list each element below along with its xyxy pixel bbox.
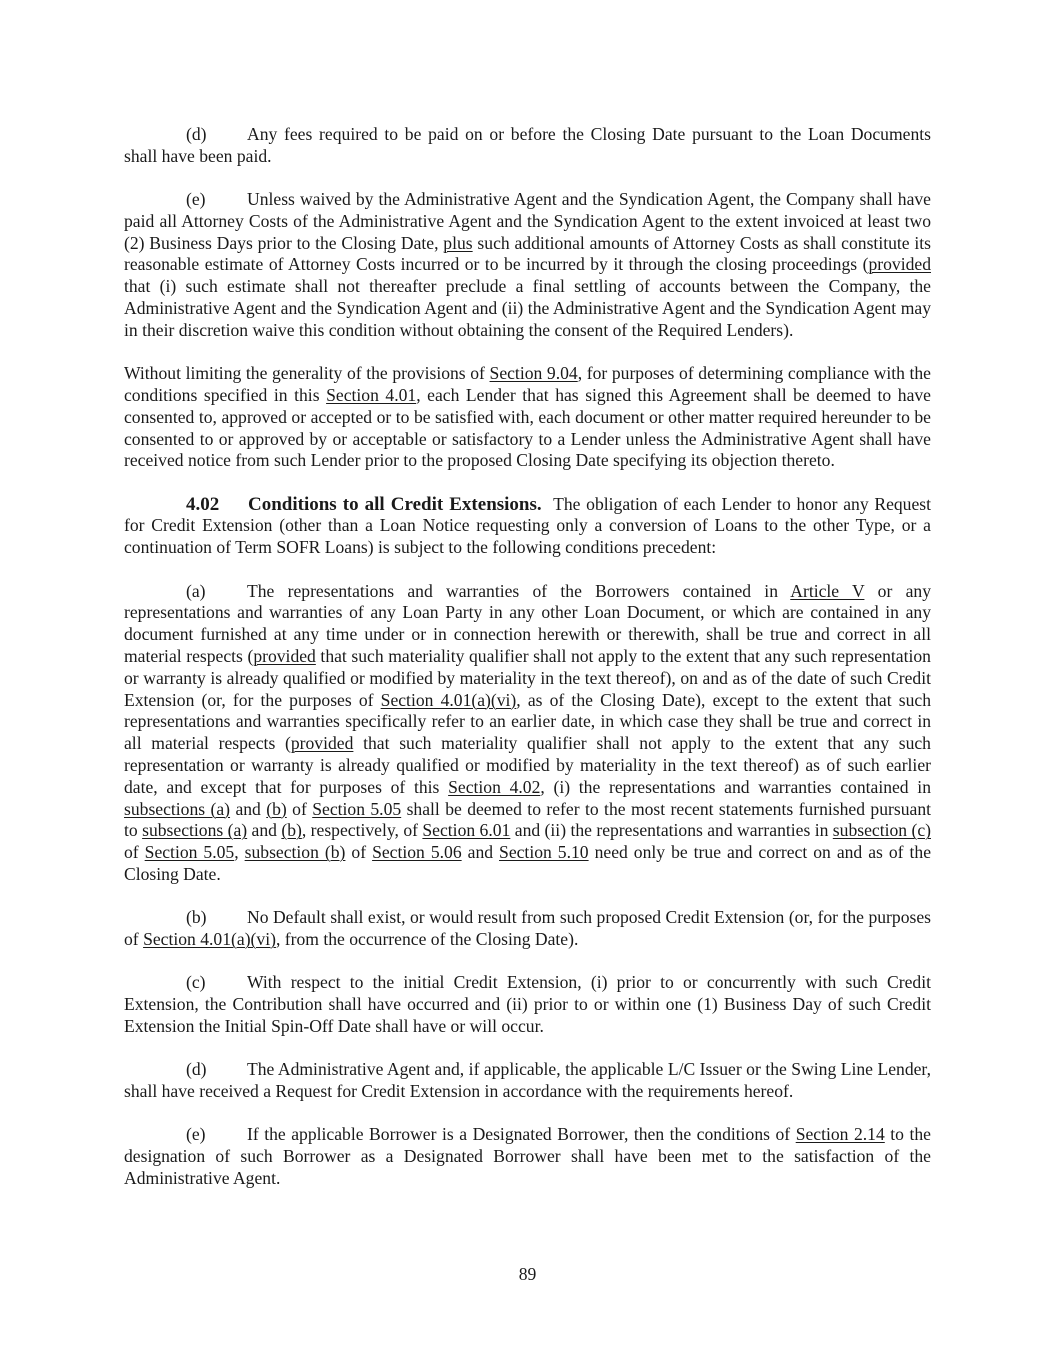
clause-label: (c) bbox=[186, 972, 206, 993]
para-4-02-b: (b) No Default shall exist, or would result from such proposed Credit Extension (or, for the purposes of Section 4.01(a)(vi), from the occurrence of the Closing Date). bbox=[124, 907, 931, 949]
cross-reference: Section 4.01(a)(vi) bbox=[143, 929, 276, 949]
cross-reference: plus bbox=[443, 232, 473, 253]
cross-reference: subsection (c) bbox=[832, 820, 931, 841]
para-4-01-e: (e) Unless waived by the Administrative Agent and the Syndication Agent, the Company shall have paid all Attorney Costs of the Administrative Agent and the Syndication Agent to the extent invoiced at least two (2) Business Days prior to the Closing Date, plus such additional amounts of Attorney Costs as shall constitute its reasonable estimate of Attorney Costs incurred or to be incurred by it through the closing proceedings (provided that (i) such estimate shall not thereafter preclude a final settling of accounts between the Company, the Administrative Agent and the Syndication Agent and (ii) the Administrative Agent and the Syndication Agent may in their discretion waive this condition without obtaining the consent of the Required Lenders). bbox=[124, 189, 932, 340]
cross-reference: Section 2.14 bbox=[795, 1124, 885, 1145]
cross-reference: subsections (a) bbox=[124, 798, 231, 819]
cross-reference: provided bbox=[868, 254, 931, 275]
clause-label: (d) bbox=[186, 124, 207, 144]
cross-reference: (b) bbox=[266, 798, 287, 819]
section-4-02-subparagraphs bbox=[124, 581, 931, 1190]
section-intro: The obligation of each Lender to honor any Request for Credit Extension (other than a Loan Notice requesting only a conversion of Loans to the other Type, or a continuation of Term SOFR Loans) is subject to the following conditions precedent: bbox=[124, 493, 932, 558]
cross-reference: Section 4.01(a)(vi) bbox=[380, 689, 517, 710]
cross-reference: Section 4.01 bbox=[326, 384, 417, 405]
clause-label: (a) bbox=[186, 580, 206, 601]
para-4-02-a: (a) The representations and warranties of the Borrowers contained in Article V or any representations and warranties of any Loan Party in any other Loan Document, or which are contained in any document furnished at any time under or in connection herewith or therewith, shall be true and correct in all material respects (provided that such materiality qualifier shall not apply to the extent that any such representation or warranty is already qualified or modified by materiality in the text thereof), on and as of the date of such Credit Extension (or, for the purposes of Section 4.01(a)(vi), as of the Closing Date), except to the extent that such representations and warranties specifically refer to an earlier date, in which case they shall be true and correct in all material respects (provided that such materiality qualifier shall not apply to the extent that any such representation or warranty is already qualified or modified by materiality in the text thereof) as of such earlier date, and except that for purposes of this Section 4.02, (i) the representations and warranties contained in subsections (a) and (b) of Section 5.05 shall be deemed to refer to the most recent statements furnished pursuant to subsections (a) and (b), respectively, of Section 6.01 and (ii) the representations and warranties in subsection (c) of Section 5.05, subsection (b) of Section 5.06 and Section 5.10 need only be true and correct on and as of the Closing Date. bbox=[124, 580, 932, 884]
cross-reference: Section 5.05 bbox=[144, 842, 235, 863]
cross-reference: Section 5.10 bbox=[499, 842, 589, 863]
cross-reference: Section 9.04 bbox=[489, 363, 578, 384]
cross-reference: (b) bbox=[281, 820, 302, 841]
cross-reference: subsections (a) bbox=[142, 820, 248, 841]
section-title: Conditions to all Credit Extensions. bbox=[248, 493, 542, 515]
cross-reference: subsection (b) bbox=[244, 842, 346, 863]
cross-reference: provided bbox=[290, 733, 354, 754]
para-4-01-closing: Without limiting the generality of the provisions of Section 9.04, for purposes of determining compliance with the conditions specified in this Section 4.01, each Lender that has signed this Agreement shall be deemed to have consented to, approved or accepted or to be satisfied with, each document or other matter required hereunder to be consented to or approved by or acceptable or satisfactory to a Lender unless the Administrative Agent shall have received notice from such Lender prior to the proposed Closing Date specifying its objection thereto. bbox=[124, 363, 931, 471]
document-page bbox=[124, 124, 931, 1211]
para-4-02-e: (e) If the applicable Borrower is a Designated Borrower, then the conditions of Section 2.14 to the designation of such Borrower as a Designated Borrower shall have been met to the satisfaction of the Administrative Agent. bbox=[124, 1124, 931, 1188]
para-4-02-c: (c) With respect to the initial Credit Extension, (i) prior to or concurrently with such Credit Extension, the Contribution shall have occurred and (ii) prior to or within one (1) Business Day of such Credit Extension the Initial Spin-Off Date shall have or will occur. bbox=[124, 972, 931, 1036]
clause-label: (b) bbox=[186, 907, 207, 928]
cross-reference: Section 5.06 bbox=[372, 842, 462, 863]
section-4-02-heading-paragraph bbox=[124, 494, 931, 559]
cross-reference: Section 4.02 bbox=[448, 776, 541, 797]
cross-reference: Section 6.01 bbox=[422, 820, 511, 841]
cross-reference: Article V bbox=[790, 580, 865, 601]
cross-reference: Section 5.05 bbox=[312, 798, 402, 819]
page-number: 89 bbox=[518, 1264, 537, 1284]
clause-label: (e) bbox=[186, 189, 206, 210]
clause-label: (d) bbox=[186, 1059, 207, 1080]
para-4-01-d: (d) Any fees required to be paid on or before the Closing Date pursuant to the Loan Documents shall have been paid. bbox=[124, 124, 931, 166]
section-4-01-tail bbox=[124, 124, 931, 472]
clause-label: (e) bbox=[186, 1124, 206, 1145]
para-4-02-d: (d) The Administrative Agent and, if applicable, the applicable L/C Issuer or the Swing Line Lender, shall have received a Request for Credit Extension in accordance with the requirements hereof. bbox=[124, 1059, 931, 1101]
section-number: 4.02 bbox=[186, 493, 220, 515]
cross-reference: provided bbox=[253, 645, 316, 666]
